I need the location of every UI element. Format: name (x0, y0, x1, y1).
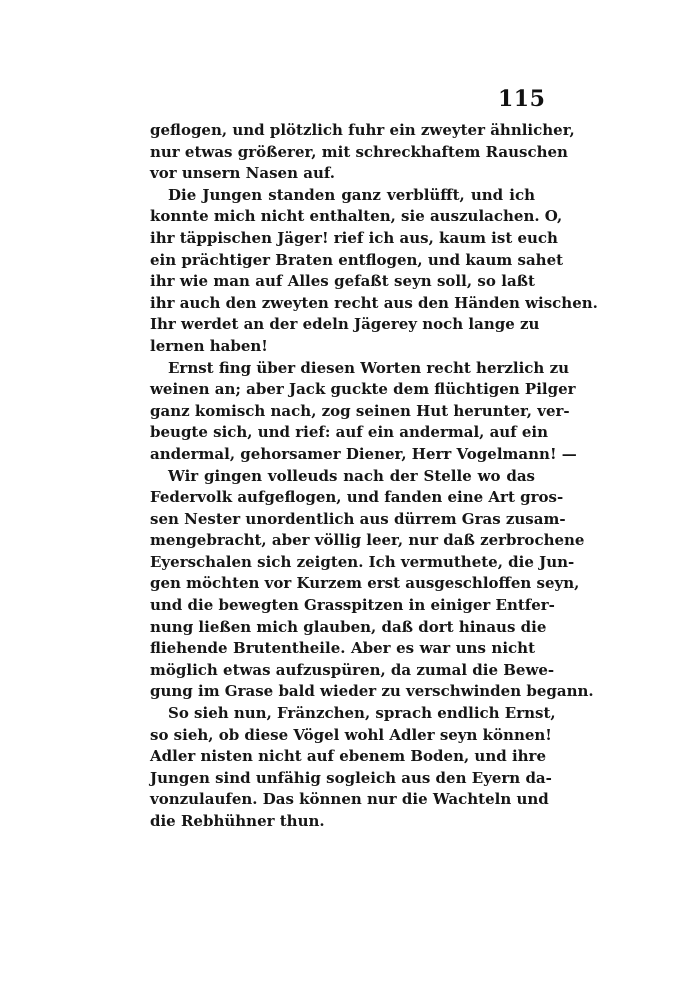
text-line: geflogen, und plötzlich fuhr ein zweyter ähnlicher, (150, 121, 575, 139)
text-line: Die Jungen standen ganz verblüfft, und ich (168, 185, 535, 204)
text-line: Wir gingen volleuds nach der Stelle wo das (168, 466, 535, 485)
text-line: fliehende Brutentheile. Aber es war uns nicht (150, 639, 535, 658)
text-line: weinen an; aber Jack guckte dem flüchtigen Pilger (150, 380, 576, 399)
text-line: Jungen sind unfähig sogleich aus den Eyern da- (150, 768, 552, 787)
text-line: gen möchten vor Kurzem erst ausgeschloffen seyn, (150, 574, 580, 593)
text-line: gung im Grase bald wieder zu verschwinden begann. (150, 682, 594, 701)
text-line: lernen haben! (150, 336, 268, 355)
text-line: konnte mich nicht enthalten, sie auszulachen. O, (150, 207, 563, 226)
body-text (150, 120, 598, 833)
text-line: und die bewegten Grasspitzen in einiger Entfer- (150, 596, 555, 615)
text-line: nur etwas größerer, mit schreckhaftem Rauschen (150, 142, 568, 161)
text-line: Adler nisten nicht auf ebenem Boden, und ihre (150, 747, 546, 766)
text-line: nung ließen mich glauben, daß dort hinaus die (150, 617, 547, 636)
text-line: ihr täppischen Jäger! rief ich aus, kaum ist euch (150, 228, 558, 247)
text-line: ihr wie man auf Alles gefaßt seyn soll, so laßt (150, 272, 535, 291)
text-line: ihr auch den zweyten recht aus den Händen wischen. (150, 293, 598, 312)
text-line: andermal, gehorsamer Diener, Herr Vogelmann! — (150, 444, 577, 463)
text-line: möglich etwas aufzuspüren, da zumal die Bewe- (150, 660, 555, 679)
text-line: vonzulaufen. Das können nur die Wachteln und (150, 790, 549, 809)
text-line: so sieh, ob diese Vögel wohl Adler seyn können! (150, 725, 552, 744)
text-line: Ihr werdet an der edeln Jägerey noch lange zu (150, 315, 540, 334)
text-line: ein prächtiger Braten entflogen, und kaum sahet (150, 250, 564, 269)
text-line: Ernst fing über diesen Worten recht herzlich zu (168, 358, 569, 377)
text-line: beugte sich, und rief: auf ein andermal, auf ein (150, 423, 549, 442)
text-line: die Rebhühner thun. (150, 812, 325, 830)
text-line: ganz komisch nach, zog seinen Hut herunter, ver- (150, 401, 570, 420)
text-line: sen Nester unordentlich aus dürrem Gras zusam- (150, 509, 566, 528)
text-line: So sieh nun, Fränzchen, sprach endlich Ernst, (168, 704, 556, 723)
page-number: 115 (498, 86, 546, 112)
text-line: vor unsern Nasen auf. (150, 164, 335, 183)
text-line: mengebracht, aber völlig leer, nur daß zerbrochene (150, 531, 585, 550)
text-line: Eyerschalen sich zeigten. Ich vermuthete, die Jun- (150, 552, 575, 571)
text-line: Federvolk aufgeflogen, und fanden eine Art gros- (150, 488, 564, 507)
